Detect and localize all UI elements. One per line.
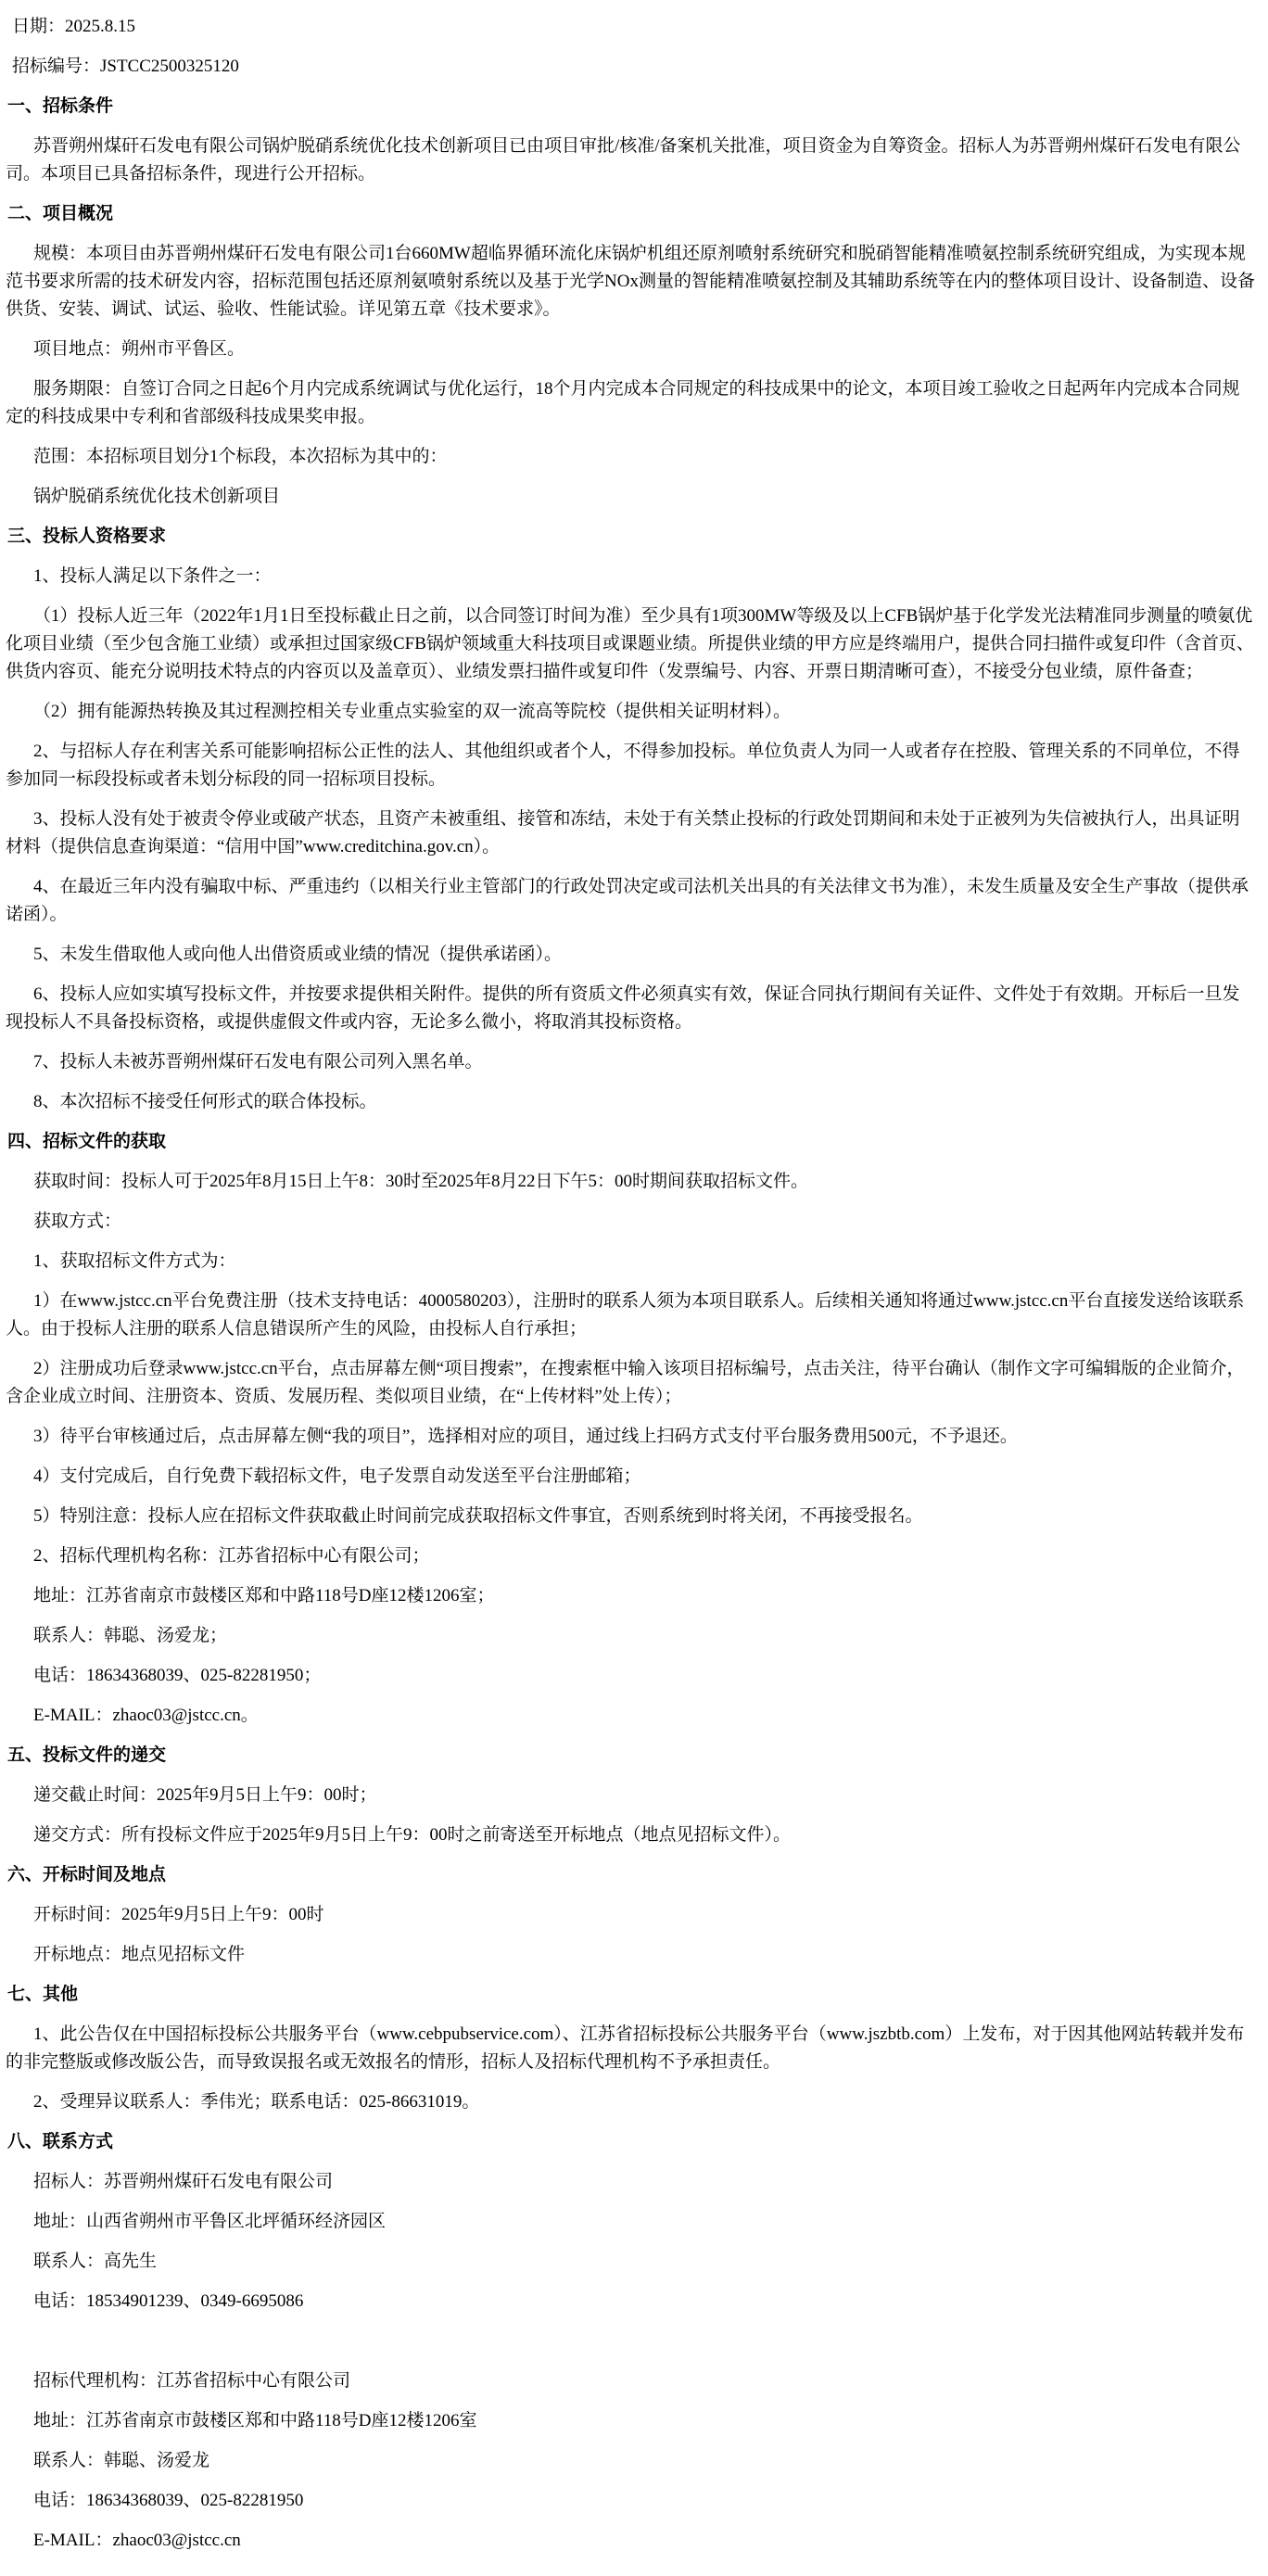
paragraph: 联系人：高先生 [33, 2252, 158, 2271]
paragraph: 服务期限：自签订合同之日起6个月内完成系统调试与优化运行，18个月内完成本合同规定的科技成果中的论文，本项目竣工验收之日起两年内完成本合同规定的科技成果中专利和省部级科技成果奖申报。 [6, 379, 1240, 426]
paragraph: 1、获取招标文件方式为： [33, 1251, 236, 1271]
paragraph: 地址：山西省朔州市平鲁区北坪循环经济园区 [33, 2212, 387, 2231]
date-line: 日期：2025.8.15 [12, 17, 136, 36]
paragraph: （1）投标人近三年（2022年1月1日至投标截止日之前，以合同签订时间为准）至少具有1项300MW等级及以上CFB锅炉基于化学发光法精准同步测量的喷氨优化项目业绩（至少包含施工业绩）或承担过国家级CFB锅炉领域重大科技项目或课题业绩。所提供业绩的甲方应是终端用户，提供合同扫描件或复印件（含首页、供货内容页、能充分说明技术特点的内容页以及盖章页）、业绩发票扫描件或复印件（发票编号、内容、开票日期清晰可查），不接受分包业绩，原件备查； [6, 606, 1254, 681]
paragraph: 递交方式：所有投标文件应于2025年9月5日上午9：00时之前寄送至开标地点（地点见招标文件）。 [33, 1825, 792, 1845]
section-heading: 七、其他 [7, 1985, 79, 2004]
paragraph: 4）支付完成后，自行免费下载招标文件，电子发票自动发送至平台注册邮箱； [33, 1466, 641, 1486]
blank-line [6, 2328, 1256, 2355]
paragraph: 范围：本招标项目划分1个标段，本次招标为其中的： [33, 447, 448, 466]
section-heading: 四、招标文件的获取 [7, 1132, 167, 1151]
paragraph: 联系人：韩聪、汤爱龙； [33, 1626, 228, 1645]
paragraph: 招标人：苏晋朔州煤矸石发电有限公司 [33, 2172, 334, 2191]
paragraph: 2、与招标人存在利害关系可能影响招标公正性的法人、其他组织或者个人，不得参加投标。单位负责人为同一人或者存在控股、管理关系的不同单位，不得参加同一标段投标或者未划分标段的同一招标项目投标。 [6, 742, 1240, 789]
section-heading: 六、开标时间及地点 [7, 1865, 167, 1884]
paragraph: 3）待平台审核通过后，点击屏幕左侧“我的项目”，选择相对应的项目，通过线上扫码方式支付平台服务费用500元，不予退还。 [33, 1427, 1018, 1446]
paragraph: 1、投标人满足以下条件之一： [33, 566, 272, 586]
section-heading: 二、项目概况 [7, 204, 114, 223]
paragraph: E-MAIL：zhaoc03@jstcc.cn [33, 2531, 241, 2550]
section-heading: 五、投标文件的递交 [7, 1745, 167, 1765]
paragraph: 苏晋朔州煤矸石发电有限公司锅炉脱硝系统优化技术创新项目已由项目审批/核准/备案机关批准，项目资金为自筹资金。招标人为苏晋朔州煤矸石发电有限公司。本项目已具备招标条件，现进行公开招标。 [6, 136, 1241, 184]
paragraph: 地址：江苏省南京市鼓楼区郑和中路118号D座12楼1206室； [33, 1586, 495, 1605]
paragraph: 2、招标代理机构名称：江苏省招标中心有限公司； [33, 1546, 430, 1566]
paragraph: 开标地点：地点见招标文件 [33, 1945, 246, 1964]
paragraph: 项目地点：朔州市平鲁区。 [33, 339, 246, 359]
paragraph: 电话：18634368039、025-82281950 [33, 2491, 304, 2510]
paragraph: 锅炉脱硝系统优化技术创新项目 [33, 487, 281, 506]
paragraph: 开标时间：2025年9月5日上午9：00时 [33, 1905, 324, 1924]
paragraph: 联系人：韩聪、汤爱龙 [33, 2451, 210, 2470]
section-heading: 一、招标条件 [7, 96, 114, 116]
paragraph: 8、本次招标不接受任何形式的联合体投标。 [33, 1092, 377, 1111]
paragraph: 5）特别注意：投标人应在招标文件获取截止时间前完成获取招标文件事宜，否则系统到时将关闭，不再接受报名。 [33, 1506, 923, 1526]
paragraph: 电话：18534901239、0349-6695086 [33, 2291, 304, 2311]
paragraph: 招标代理机构：江苏省招标中心有限公司 [33, 2371, 351, 2391]
paragraph: 获取方式： [33, 1212, 122, 1231]
section-heading: 三、投标人资格要求 [7, 527, 167, 546]
paragraph: 递交截止时间：2025年9月5日上午9：00时； [33, 1785, 377, 1805]
section-heading: 八、联系方式 [7, 2132, 114, 2151]
paragraph: 规模：本项目由苏晋朔州煤矸石发电有限公司1台660MW超临界循环流化床锅炉机组还原剂喷射系统研究和脱硝智能精准喷氨控制系统研究组成，为实现本规范书要求所需的技术研发内容，招标范围包括还原剂氨喷射系统以及基于光学NOx测量的智能精准喷氨控制及其辅助系统等在内的整体项目设计、设备制造、设备供货、安装、调试、试运、验收、性能试验。详见第五章《技术要求》。 [6, 244, 1255, 319]
tender-number-line: 招标编号：JSTCC2500325120 [12, 57, 239, 76]
paragraph: 电话：18634368039、025-82281950； [33, 1666, 322, 1685]
paragraph: 4、在最近三年内没有骗取中标、严重违约（以相关行业主管部门的行政处罚决定或司法机关出具的有关法律文书为准），未发生质量及安全生产事故（提供承诺函）。 [6, 877, 1249, 924]
paragraph: 7、投标人未被苏晋朔州煤矸石发电有限公司列入黑名单。 [33, 1052, 483, 1072]
paragraph: 地址：江苏省南京市鼓楼区郑和中路118号D座12楼1206室 [33, 2411, 477, 2430]
paragraph: 2）注册成功后登录www.jstcc.cn平台，点击屏幕左侧“项目搜索”，在搜索框中输入该项目招标编号，点击关注，待平台确认（制作文字可编辑版的企业简介，含企业成立时间、注册资本、资质、发展历程、类似项目业绩，在“上传材料”处上传）； [6, 1359, 1245, 1406]
paragraph: 1、此公告仅在中国招标投标公共服务平台（www.cebpubservice.com）、江苏省招标投标公共服务平台（www.jszbtb.com）上发布，对于因其他网站转载并发布的非完整版或修改版公告，而导致误报名或无效报名的情形，招标人及招标代理机构不予承担责任。 [6, 2024, 1245, 2072]
paragraph: 3、投标人没有处于被责令停业或破产状态，且资产未被重组、接管和冻结，未处于有关禁止投标的行政处罚期间和未处于正被列为失信被执行人，出具证明材料（提供信息查询渠道：“信用中国”www.creditchina.gov.cn）。 [6, 809, 1240, 857]
paragraph: 获取时间：投标人可于2025年8月15日上午8：30时至2025年8月22日下午5：00时期间获取招标文件。 [33, 1172, 809, 1191]
paragraph: 2、受理异议联系人：季伟光；联系电话：025-86631019。 [33, 2092, 480, 2112]
paragraph: （2）拥有能源热转换及其过程测控相关专业重点实验室的双一流高等院校（提供相关证明材料）。 [33, 702, 792, 721]
paragraph: 1）在www.jstcc.cn平台免费注册（技术支持电话：4000580203），注册时的联系人须为本项目联系人。后续相关通知将通过www.jstcc.cn平台直接发送给该联系人。由于投标人注册的联系人信息错误所产生的风险，由投标人自行承担； [6, 1291, 1245, 1339]
paragraph: E-MAIL：zhaoc03@jstcc.cn。 [33, 1706, 259, 1725]
paragraph: 5、未发生借取他人或向他人出借资质或业绩的情况（提供承诺函）。 [33, 945, 563, 964]
paragraph: 6、投标人应如实填写投标文件，并按要求提供相关附件。提供的所有资质文件必须真实有效，保证合同执行期间有关证件、文件处于有效期。开标后一旦发现投标人不具备投标资格，或提供虚假文件或内容，无论多么微小，将取消其投标资格。 [6, 984, 1240, 1032]
